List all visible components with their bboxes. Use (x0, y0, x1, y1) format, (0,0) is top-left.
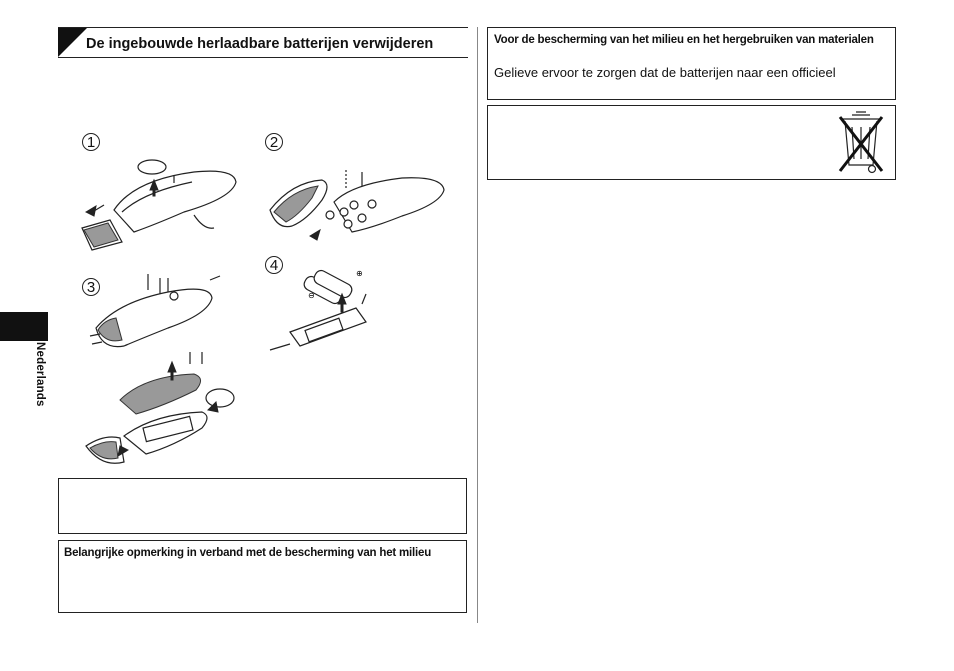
recycling-note-title: Voor de bescherming van het milieu en het hergebruiken van materialen (494, 34, 874, 46)
svg-text:⊕: ⊕ (356, 269, 363, 278)
language-tab-label: Nederlands (34, 342, 46, 407)
step-3b-illustration (84, 350, 244, 470)
step-3a-illustration (88, 270, 228, 356)
heading-rule-top (58, 27, 468, 28)
section-heading: De ingebouwde herlaadbare batterijen verwijderen (86, 36, 434, 52)
recycling-note-box (487, 27, 896, 100)
heading-corner-triangle (58, 28, 87, 57)
crossed-out-wheelie-bin-icon (836, 109, 886, 175)
environment-note-title: Belangrijke opmerking in verband met de bescherming van het milieu (64, 547, 432, 559)
heading-rule-bottom (58, 57, 468, 58)
step-number-2: 2 (265, 133, 283, 151)
step-2-illustration (262, 160, 448, 244)
step-4-illustration (266, 264, 386, 360)
environment-note-box (58, 540, 467, 613)
step-number-1: 1 (82, 133, 100, 151)
step-number-3: 3 (82, 278, 100, 296)
disposal-symbol-box (487, 105, 896, 180)
recycling-note-text: Gelieve ervoor te zorgen dat de batterijen naar een officieel (494, 65, 836, 80)
empty-note-box (58, 478, 467, 534)
column-divider (477, 27, 478, 623)
language-tab-marker (0, 312, 48, 341)
svg-text:⊖: ⊖ (308, 291, 315, 300)
step-number-4: 4 (265, 256, 283, 274)
step-1-illustration (74, 150, 244, 260)
